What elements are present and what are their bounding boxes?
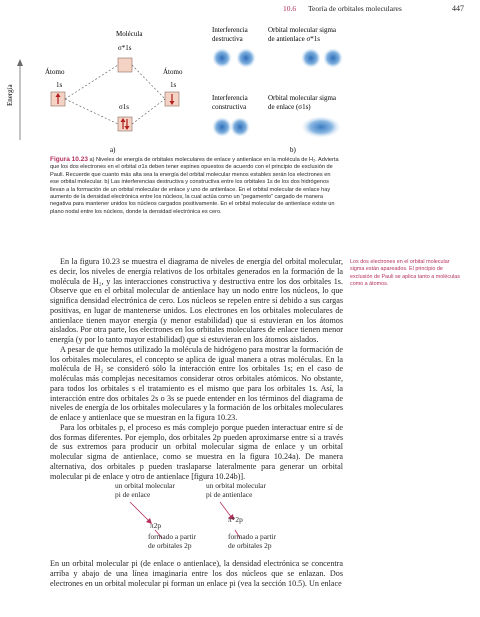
bonding-label-2: de enlace (σ1s) (268, 103, 311, 111)
pi-from-label-1: formado a partir (148, 532, 197, 541)
pistar-2p-label: π*2p (228, 515, 243, 524)
antibonding-label-2: de antienlace σ*1s (268, 35, 320, 43)
body-text (50, 257, 343, 481)
pi-antibond-label-2: pi de antienlace (206, 489, 253, 499)
pi-bond-pointer (130, 502, 150, 522)
pi-from-label (148, 533, 196, 550)
antibonding-orbital-image (301, 46, 343, 70)
constructive-interference-image (212, 117, 250, 137)
figure-caption (50, 156, 340, 216)
pi-bond-label (115, 482, 175, 499)
bonding-orbital-image (301, 116, 341, 138)
sigma-label: σ1s (119, 103, 129, 111)
bonding-label-1: Orbital molecular sigma (268, 94, 337, 102)
constructive-label-2: constructiva (212, 103, 247, 111)
section-title: Teoría de orbitales moleculares (308, 4, 402, 13)
pistar-from-label (228, 533, 276, 550)
antibonding-orbital-box (118, 58, 132, 72)
pi-from-label-2: de orbitales 2p (148, 540, 192, 550)
bottom-paragraph (50, 559, 343, 588)
pi-bond-label-2: pi de enlace (115, 489, 151, 499)
bonding-orbital-box (118, 117, 132, 131)
pi-antibond-label-1: un orbital molecular (206, 481, 266, 490)
orbital-left-label: 1s (56, 81, 63, 89)
page-number: 447 (452, 4, 464, 13)
pistar-from-label-2: de orbitales 2p (228, 540, 272, 550)
paragraph-2: A pesar de que hemos utilizado la molécula de hidrógeno para mostrar la formación de los orbitales moleculares, el concepto se aplica de igual manera a otras moléculas. En la molécula de H₂ se consideró sólo la interacción entre los orbitales 1s; en el caso de moléculas más complejas necesitamos considerar otros orbitales atómicos. No obstante, para todos los orbitales s el tratamiento es el mismo que para los orbitales 1s. Así, la interacción entre dos orbitales 2s o 3s se puede entender en los términos del diagrama de niveles de energía de los orbitales moleculares y la formación de los orbitales moleculares de enlace y antienlace que se muestran en la figura 10.23. (50, 344, 343, 422)
margin-note: Los dos electrones en el orbital molecular sigma están apareados. El principio de exclusión de Pauli se aplica tanto a moléculas como a átomos. (350, 259, 460, 287)
destructive-label-1: Interferencia (212, 26, 248, 34)
paragraph-1: En la figura 10.23 se muestra el diagrama de niveles de energía del orbital molecular, es decir, los niveles de energía relativos de los orbitales generados en la formación de la molécula de H₂, y las interacciones constructiva y destructiva entre los dos orbitales 1s. Observe que en el orbital molecular de antienlace hay un nodo entre los núcleos, lo que significa densidad electrónica de cero. Los núcleos se repelen entre sí debido a sus cargas positivas, en lugar de mantenerse unidos. Los electrones en los orbitales moleculares de antienlace tienen mayor energía (y menor estabilidad) que si estuvieran en los átomos aislados. Por otra parte, los electrones en los orbitales moleculares de enlace tienen menor energía (y por lo tanto mayor estabilidad) que si estuvieran en los átomos aislados. (50, 257, 343, 344)
sigma-star-label: σ*1s (118, 44, 132, 52)
pi-antibond-label (206, 482, 266, 499)
pi-2p-label: π2p (150, 521, 162, 530)
paragraph-3: Para los orbitales p, el proceso es más complejo porque pueden interactuar entre sí de dos formas diferentes. Por ejemplo, dos orbitales 2p pueden aproximarse entre sí a través de sus extremos para producir un orbital molecular sigma de enlace y un orbital molecular sigma de antienlace, como se muestra en la figura 10.24a). De manera alternativa, dos orbitales p pueden traslaparse lateralmente para generar un orbital molecular pi de enlace y otro de antienlace [figura 10.24b)]. (50, 422, 343, 481)
atom-right-label: Átomo (163, 68, 183, 76)
panel-a-label: a) (110, 146, 116, 154)
bottom-paragraph-text: En un orbital molecular pi (de enlace o antienlace), la densidad electrónica se concentra arriba y abajo de una línea imaginaria entre los dos núcleos que se enlazan. Dos electrones en un orbital molecular pi forman un enlace pi (vea la sección 10.5). Un enlace (50, 559, 343, 588)
orbital-right-label: 1s (170, 81, 177, 89)
figure-caption-label: Figura 10.23 (50, 156, 88, 163)
panel-b-label: b) (290, 146, 296, 154)
section-number: 10.6 (283, 4, 297, 13)
pi-bond-label-1: un orbital molecular (115, 481, 175, 490)
pi-orbital-pointers (100, 498, 320, 542)
molecule-label: Molécula (116, 30, 143, 38)
figure-caption-text: a) Niveles de energía de orbitales moleculares de enlace y antienlace en la molécula de H₂. Advierta que los dos electrones en el orbital σ1s deben tener espines opuestos de acuerdo con el principio de exclusión de Pauli. Recuerde que cuanto más alta sea la energía del orbital molecular menos estables serán los electrones en ese orbital molecular. b) Las interferencias destructiva y constructiva entre los orbitales 1s de los dos hidrógenos llevan a la formación de un orbital molecular de enlace y uno de antienlace. En el orbital molecular de enlace hay aumento de la densidad electrónica entre los núcleos, la cual actúa como un “pegamento” cargado de manera negativa para mantener unidos los núcleos cargados positivamente. En el orbital molecular de antienlace existe un plano nodal entre los núcleos, donde la densidad electrónica es cero. (50, 157, 339, 215)
atom-left-label: Átomo (45, 68, 65, 76)
energy-axis-label: Energía (6, 84, 14, 106)
figure-10-23 (0, 20, 480, 160)
constructive-label-1: Interferencia (212, 94, 248, 102)
antibonding-label-1: Orbital molecular sigma (268, 26, 337, 34)
correlation-lines (65, 65, 165, 124)
pistar-from-label-1: formado a partir (228, 532, 277, 541)
destructive-label-2: destructiva (212, 35, 243, 43)
energy-axis-arrowhead (17, 59, 23, 66)
destructive-interference-image (212, 48, 256, 68)
